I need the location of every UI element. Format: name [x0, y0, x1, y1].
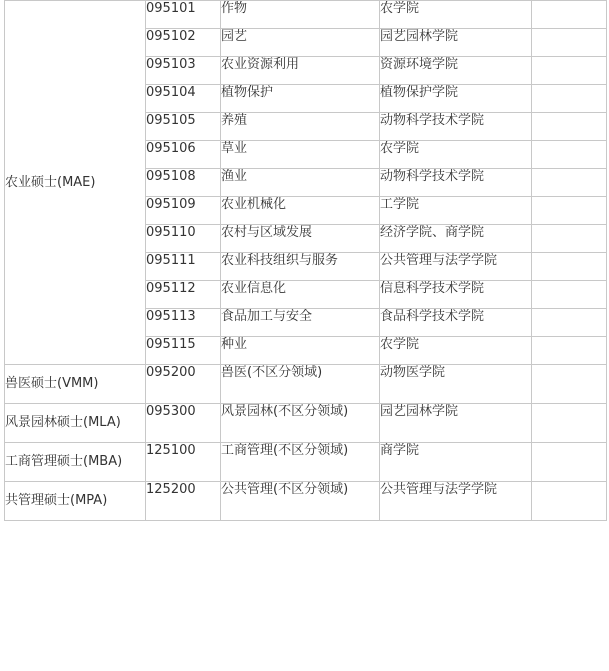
- field-code-cell: 095108: [146, 169, 221, 197]
- field-code-cell: 095105: [146, 113, 221, 141]
- field-code-cell: 095200: [146, 365, 221, 404]
- empty-cell: [532, 57, 607, 85]
- empty-cell: [532, 309, 607, 337]
- field-name-cell: 农村与区域发展: [221, 225, 380, 253]
- field-name-cell: 植物保护: [221, 85, 380, 113]
- table-row: [5, 482, 607, 521]
- empty-cell: [532, 482, 607, 521]
- college-cell: 农学院: [380, 141, 532, 169]
- college-cell: 公共管理与法学学院: [380, 482, 532, 521]
- field-name-cell: 作物: [221, 1, 380, 29]
- college-cell: 动物医学院: [380, 365, 532, 404]
- empty-cell: [532, 253, 607, 281]
- table-row: [5, 365, 607, 404]
- college-cell: 农学院: [380, 337, 532, 365]
- field-name-cell: 农业机械化: [221, 197, 380, 225]
- degree-program-table: [4, 0, 607, 521]
- field-name-cell: 草业: [221, 141, 380, 169]
- field-name-cell: 公共管理(不区分领域): [221, 482, 380, 521]
- field-code-cell: 095106: [146, 141, 221, 169]
- college-cell: 经济学院、商学院: [380, 225, 532, 253]
- empty-cell: [532, 404, 607, 443]
- empty-cell: [532, 197, 607, 225]
- empty-cell: [532, 225, 607, 253]
- college-cell: 农学院: [380, 1, 532, 29]
- field-code-cell: 095113: [146, 309, 221, 337]
- field-code-cell: 125100: [146, 443, 221, 482]
- degree-category-cell: 共管理硕士(MPA): [5, 482, 146, 521]
- empty-cell: [532, 281, 607, 309]
- field-code-cell: 095300: [146, 404, 221, 443]
- college-cell: 工学院: [380, 197, 532, 225]
- field-code-cell: 095112: [146, 281, 221, 309]
- college-cell: 园艺园林学院: [380, 29, 532, 57]
- field-name-cell: 兽医(不区分领域): [221, 365, 380, 404]
- college-cell: 动物科学技术学院: [380, 113, 532, 141]
- table-body: [5, 1, 607, 521]
- field-name-cell: 工商管理(不区分领域): [221, 443, 380, 482]
- degree-category-cell: 风景园林硕士(MLA): [5, 404, 146, 443]
- field-name-cell: 农业信息化: [221, 281, 380, 309]
- field-code-cell: 095109: [146, 197, 221, 225]
- degree-category-cell: 兽医硕士(VMM): [5, 365, 146, 404]
- field-code-cell: 125200: [146, 482, 221, 521]
- college-cell: 植物保护学院: [380, 85, 532, 113]
- field-code-cell: 095110: [146, 225, 221, 253]
- field-name-cell: 种业: [221, 337, 380, 365]
- field-code-cell: 095111: [146, 253, 221, 281]
- college-cell: 园艺园林学院: [380, 404, 532, 443]
- table-row: [5, 443, 607, 482]
- college-cell: 资源环境学院: [380, 57, 532, 85]
- field-name-cell: 园艺: [221, 29, 380, 57]
- field-name-cell: 农业科技组织与服务: [221, 253, 380, 281]
- field-name-cell: 养殖: [221, 113, 380, 141]
- empty-cell: [532, 85, 607, 113]
- empty-cell: [532, 1, 607, 29]
- college-cell: 食品科学技术学院: [380, 309, 532, 337]
- field-name-cell: 农业资源利用: [221, 57, 380, 85]
- empty-cell: [532, 443, 607, 482]
- table-row: [5, 1, 607, 29]
- empty-cell: [532, 141, 607, 169]
- field-name-cell: 食品加工与安全: [221, 309, 380, 337]
- college-cell: 信息科学技术学院: [380, 281, 532, 309]
- empty-cell: [532, 337, 607, 365]
- field-code-cell: 095102: [146, 29, 221, 57]
- empty-cell: [532, 113, 607, 141]
- college-cell: 动物科学技术学院: [380, 169, 532, 197]
- field-name-cell: 风景园林(不区分领域): [221, 404, 380, 443]
- empty-cell: [532, 365, 607, 404]
- field-code-cell: 095101: [146, 1, 221, 29]
- field-code-cell: 095104: [146, 85, 221, 113]
- empty-cell: [532, 169, 607, 197]
- field-code-cell: 095115: [146, 337, 221, 365]
- empty-cell: [532, 29, 607, 57]
- college-cell: 商学院: [380, 443, 532, 482]
- field-code-cell: 095103: [146, 57, 221, 85]
- table-row: [5, 404, 607, 443]
- field-name-cell: 渔业: [221, 169, 380, 197]
- degree-category-cell: 工商管理硕士(MBA): [5, 443, 146, 482]
- degree-category-cell: 农业硕士(MAE): [5, 1, 146, 365]
- college-cell: 公共管理与法学学院: [380, 253, 532, 281]
